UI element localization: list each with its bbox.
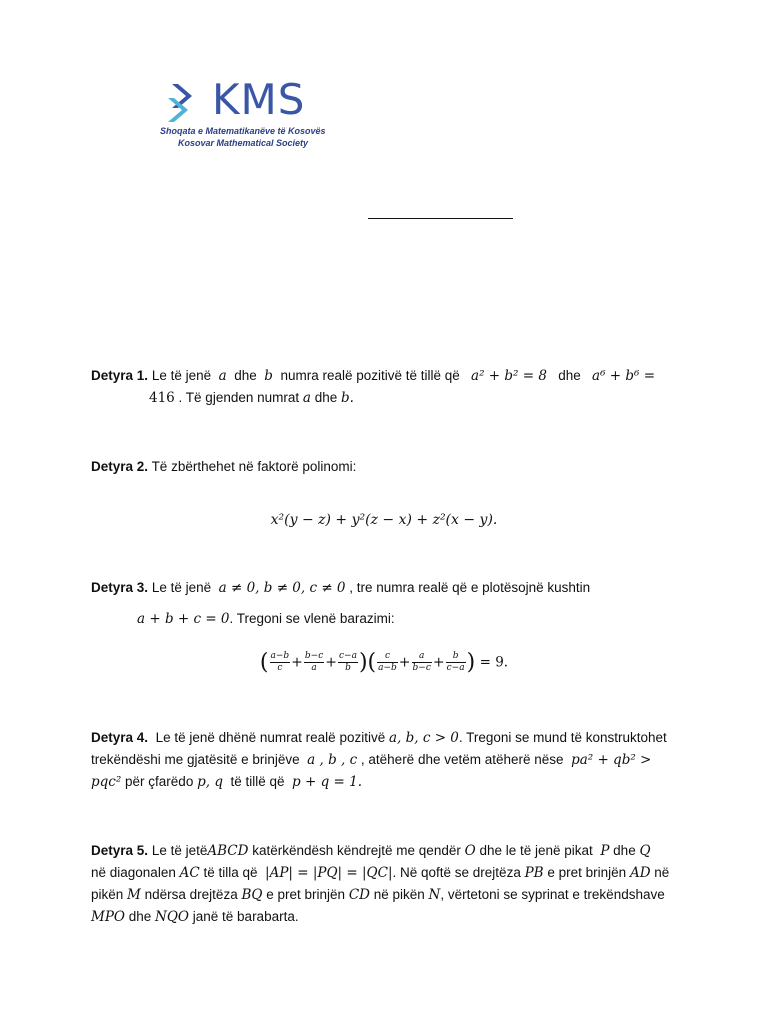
equation-2: a⁶ + b⁶ =	[592, 368, 656, 384]
problem-4	[91, 727, 679, 793]
inequality-cont: pqc²	[91, 774, 122, 790]
kms-logo	[160, 75, 326, 150]
var-b: b	[264, 368, 273, 384]
problem-4-text: Le të jenë dhënë numrat realë pozitivë	[155, 730, 386, 745]
triangle-mpo: MPO	[91, 909, 125, 925]
fraction: $\frac{c-a}{b}$	[338, 651, 357, 673]
logo-text: KMS	[212, 75, 306, 124]
sum-condition: a + b + c = 0	[137, 611, 230, 627]
problem-1-text: numra realë pozitivë të tillë që	[280, 368, 460, 383]
triangle-nqo: NQO	[155, 909, 189, 925]
problem-5-text: e pret brinjën	[547, 865, 627, 880]
problem-5-text: dhe	[613, 843, 636, 858]
problem-4-text: , atëherë dhe vetëm atëherë nëse	[360, 752, 564, 767]
problem-2	[91, 456, 679, 478]
problem-5-text: në diagonalen	[91, 865, 176, 880]
problem-5-text: në pikën	[373, 887, 425, 902]
pq-sum: p + q = 1.	[292, 774, 362, 790]
problem-5-text: janë të barabarta.	[192, 909, 299, 924]
problem-5-text: Le të jetë	[151, 843, 208, 858]
var-a: a	[218, 368, 227, 384]
diagonal-ac: AC	[179, 865, 200, 881]
point-o: O	[464, 843, 476, 859]
equation-1: a² + b² = 8	[471, 368, 547, 384]
point-p: P	[600, 843, 610, 859]
problem-4-text: trekëndëshi me gjatësitë e brinjëve	[91, 752, 300, 767]
problem-5-text: . Në qoftë se drejtëza	[392, 865, 521, 880]
title-rule	[368, 218, 513, 219]
var-b: b.	[341, 390, 354, 406]
fraction: $\frac{a-b}{c}$	[270, 651, 290, 673]
quad-abcd: ABCD	[207, 843, 249, 859]
problem-5-text: të tilla që	[203, 865, 258, 880]
var-a: a	[302, 390, 311, 406]
side-cd: CD	[348, 887, 370, 903]
problem-5-text: dhe	[128, 909, 152, 924]
problem-5-text: , vërtetoni se syprinat e trekëndshave	[440, 887, 665, 902]
problem-3-formula: ( $\frac{a-b}{c}$ + $\frac{b-c}{a}$ + $\frac{c-a}{b}$ )( $\frac{c}{a-b}$ + $\frac{a}{b-c}$ + $\frac{b}{c-a}$ ) = 9.	[259, 650, 509, 675]
problem-5-text: pikën	[91, 887, 124, 902]
org-name-en: Kosovar Mathematical Society	[178, 138, 309, 148]
problem-2-formula	[0, 512, 768, 528]
problem-5-text: dhe le të jenë pikat	[479, 843, 593, 858]
pq: p, q	[197, 774, 223, 790]
positivity: a, b, c > 0	[388, 730, 459, 746]
problem-4-text: për çfarëdo	[125, 774, 194, 789]
result: = 9.	[479, 654, 509, 671]
problem-1-text: . Të gjenden numrat	[178, 390, 300, 405]
segment-equality: |AP| = |PQ| = |QC|	[265, 865, 393, 881]
inequality: pa² + qb² >	[571, 752, 652, 768]
problem-5-text: në	[654, 865, 670, 880]
fraction: $\frac{b}{c-a}$	[446, 651, 465, 673]
point-m: M	[127, 887, 141, 903]
problem-1-label: Detyra 1.	[91, 368, 149, 383]
line-pb: PB	[524, 865, 544, 881]
point-n: N	[428, 887, 441, 903]
problem-5-text: e pret brinjën	[266, 887, 346, 902]
problem-3	[91, 577, 679, 630]
problem-1	[91, 365, 679, 409]
problem-5-text: katërkëndësh këndrejtë me qendër	[252, 843, 461, 858]
fraction: $\frac{b-c}{a}$	[304, 651, 324, 673]
problem-5-text: ndërsa drejtëza	[144, 887, 238, 902]
problem-5	[91, 840, 679, 928]
problem-1-text: dhe	[558, 368, 581, 383]
problem-3-text: Le të jenë	[151, 580, 212, 595]
problem-1-text: dhe	[234, 368, 257, 383]
equation-2-cont: 416	[149, 390, 175, 406]
problem-4-label: Detyra 4.	[91, 730, 149, 745]
problem-1-text: Le të jenë	[151, 368, 212, 383]
problem-4-text: . Tregoni se mund të konstruktohet	[458, 730, 667, 745]
side-ad: AD	[629, 865, 651, 881]
problem-3-text: . Tregoni se vlenë barazimi:	[229, 611, 395, 626]
problem-4-text: të tillë që	[230, 774, 285, 789]
problem-5-label: Detyra 5.	[91, 843, 149, 858]
problem-3-text: , tre numra realë që e plotësojnë kushtin	[349, 580, 591, 595]
fraction: $\frac{a}{b-c}$	[412, 651, 431, 673]
problem-3-label: Detyra 3.	[91, 580, 149, 595]
problem-2-label: Detyra 2.	[91, 459, 149, 474]
polynomial: x²(y − z) + y²(z − x) + z²(x − y).	[270, 512, 498, 528]
point-q: Q	[639, 843, 651, 859]
condition: a ≠ 0, b ≠ 0, c ≠ 0	[218, 580, 346, 596]
sides: a , b , c	[307, 752, 358, 768]
problem-1-text: dhe	[314, 390, 338, 405]
fraction: $\frac{c}{a-b}$	[378, 651, 397, 673]
org-name-sq: Shoqata e Matematikanëve të Kosovës	[160, 126, 326, 136]
problem-2-text: Të zbërthehet në faktorë polinomi:	[151, 459, 357, 474]
kms-arrows-icon	[164, 82, 204, 124]
line-bq: BQ	[241, 887, 263, 903]
